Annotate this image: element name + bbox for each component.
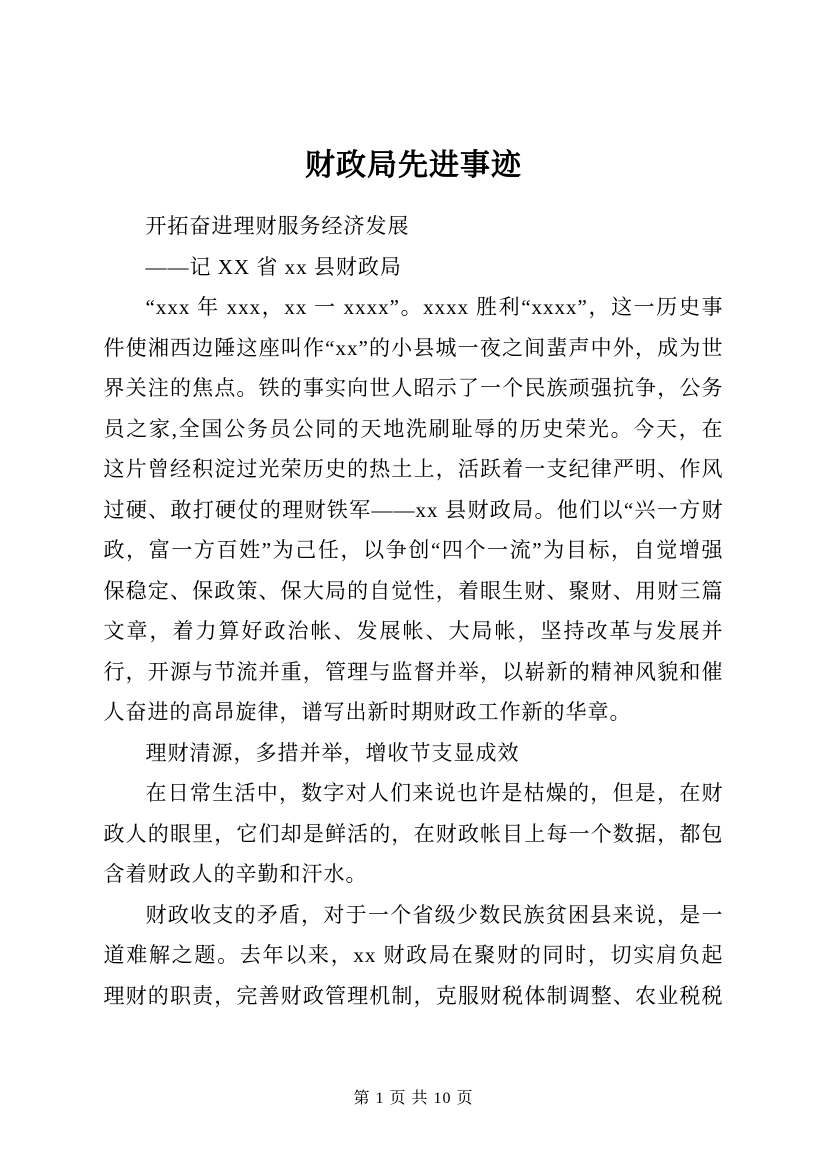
body-paragraph-truncated: 财政收支的矛盾，对于一个省级少数民族贫困县来说，是一道难解之题。去年以来，xx 财政局在聚财的同时，切实肩负起理财的职责，完善财政管理机制，克服财税体制调整、农业税税: [103, 902, 724, 1008]
document-title: 财政局先进事迹: [305, 149, 522, 182]
section-heading: 理财清源，多措并举，增收节支显成效: [145, 740, 520, 765]
body-paragraph: 在日常生活中，数字对人们来说也许是枯燥的，但是，在财政人的眼里，它们却是鲜活的，在财政帐目上每一个数据，都包含着财政人的辛勤和汗水。: [103, 781, 724, 887]
page-number-footer: 第 1 页 共 10 页: [353, 1090, 474, 1107]
body-paragraph: “xxx 年 xxx，xx 一 xxxx”。xxxx 胜利“xxxx”，这一历史事件使湘西边陲这座叫作“xx”的小县城一夜之间蜚声中外，成为世界关注的焦点。铁的事实向世人昭示了一个民族顽强抗争，公务员之家,全国公务员公同的天地洗刷耻辱的历史荣光。今天，在这片曾经积淀过光荣历史的热土上，活跃着一支纪律严明、作风过硬、敢打硬仗的理财铁军——xx 县财政局。他们以“兴一方财政，富一方百姓”为己任，以争创“四个一流”为目标，自觉增强保稳定、保政策、保大局的自觉性，着眼生财、聚财、用财三篇文章，着力算好政治帐、发展帐、大局帐，坚持改革与发展并行，开源与节流并重，管理与监督并举，以崭新的精神风貌和催人奋进的高昂旋律，谱写出新时期财政工作新的华章。: [103, 295, 724, 725]
document-body: [104, 206, 724, 1016]
subtitle-line: 开拓奋进理财服务经济发展: [145, 214, 410, 239]
subtitle-attribution-line: ——记 XX 省 xx 县财政局: [145, 254, 402, 279]
